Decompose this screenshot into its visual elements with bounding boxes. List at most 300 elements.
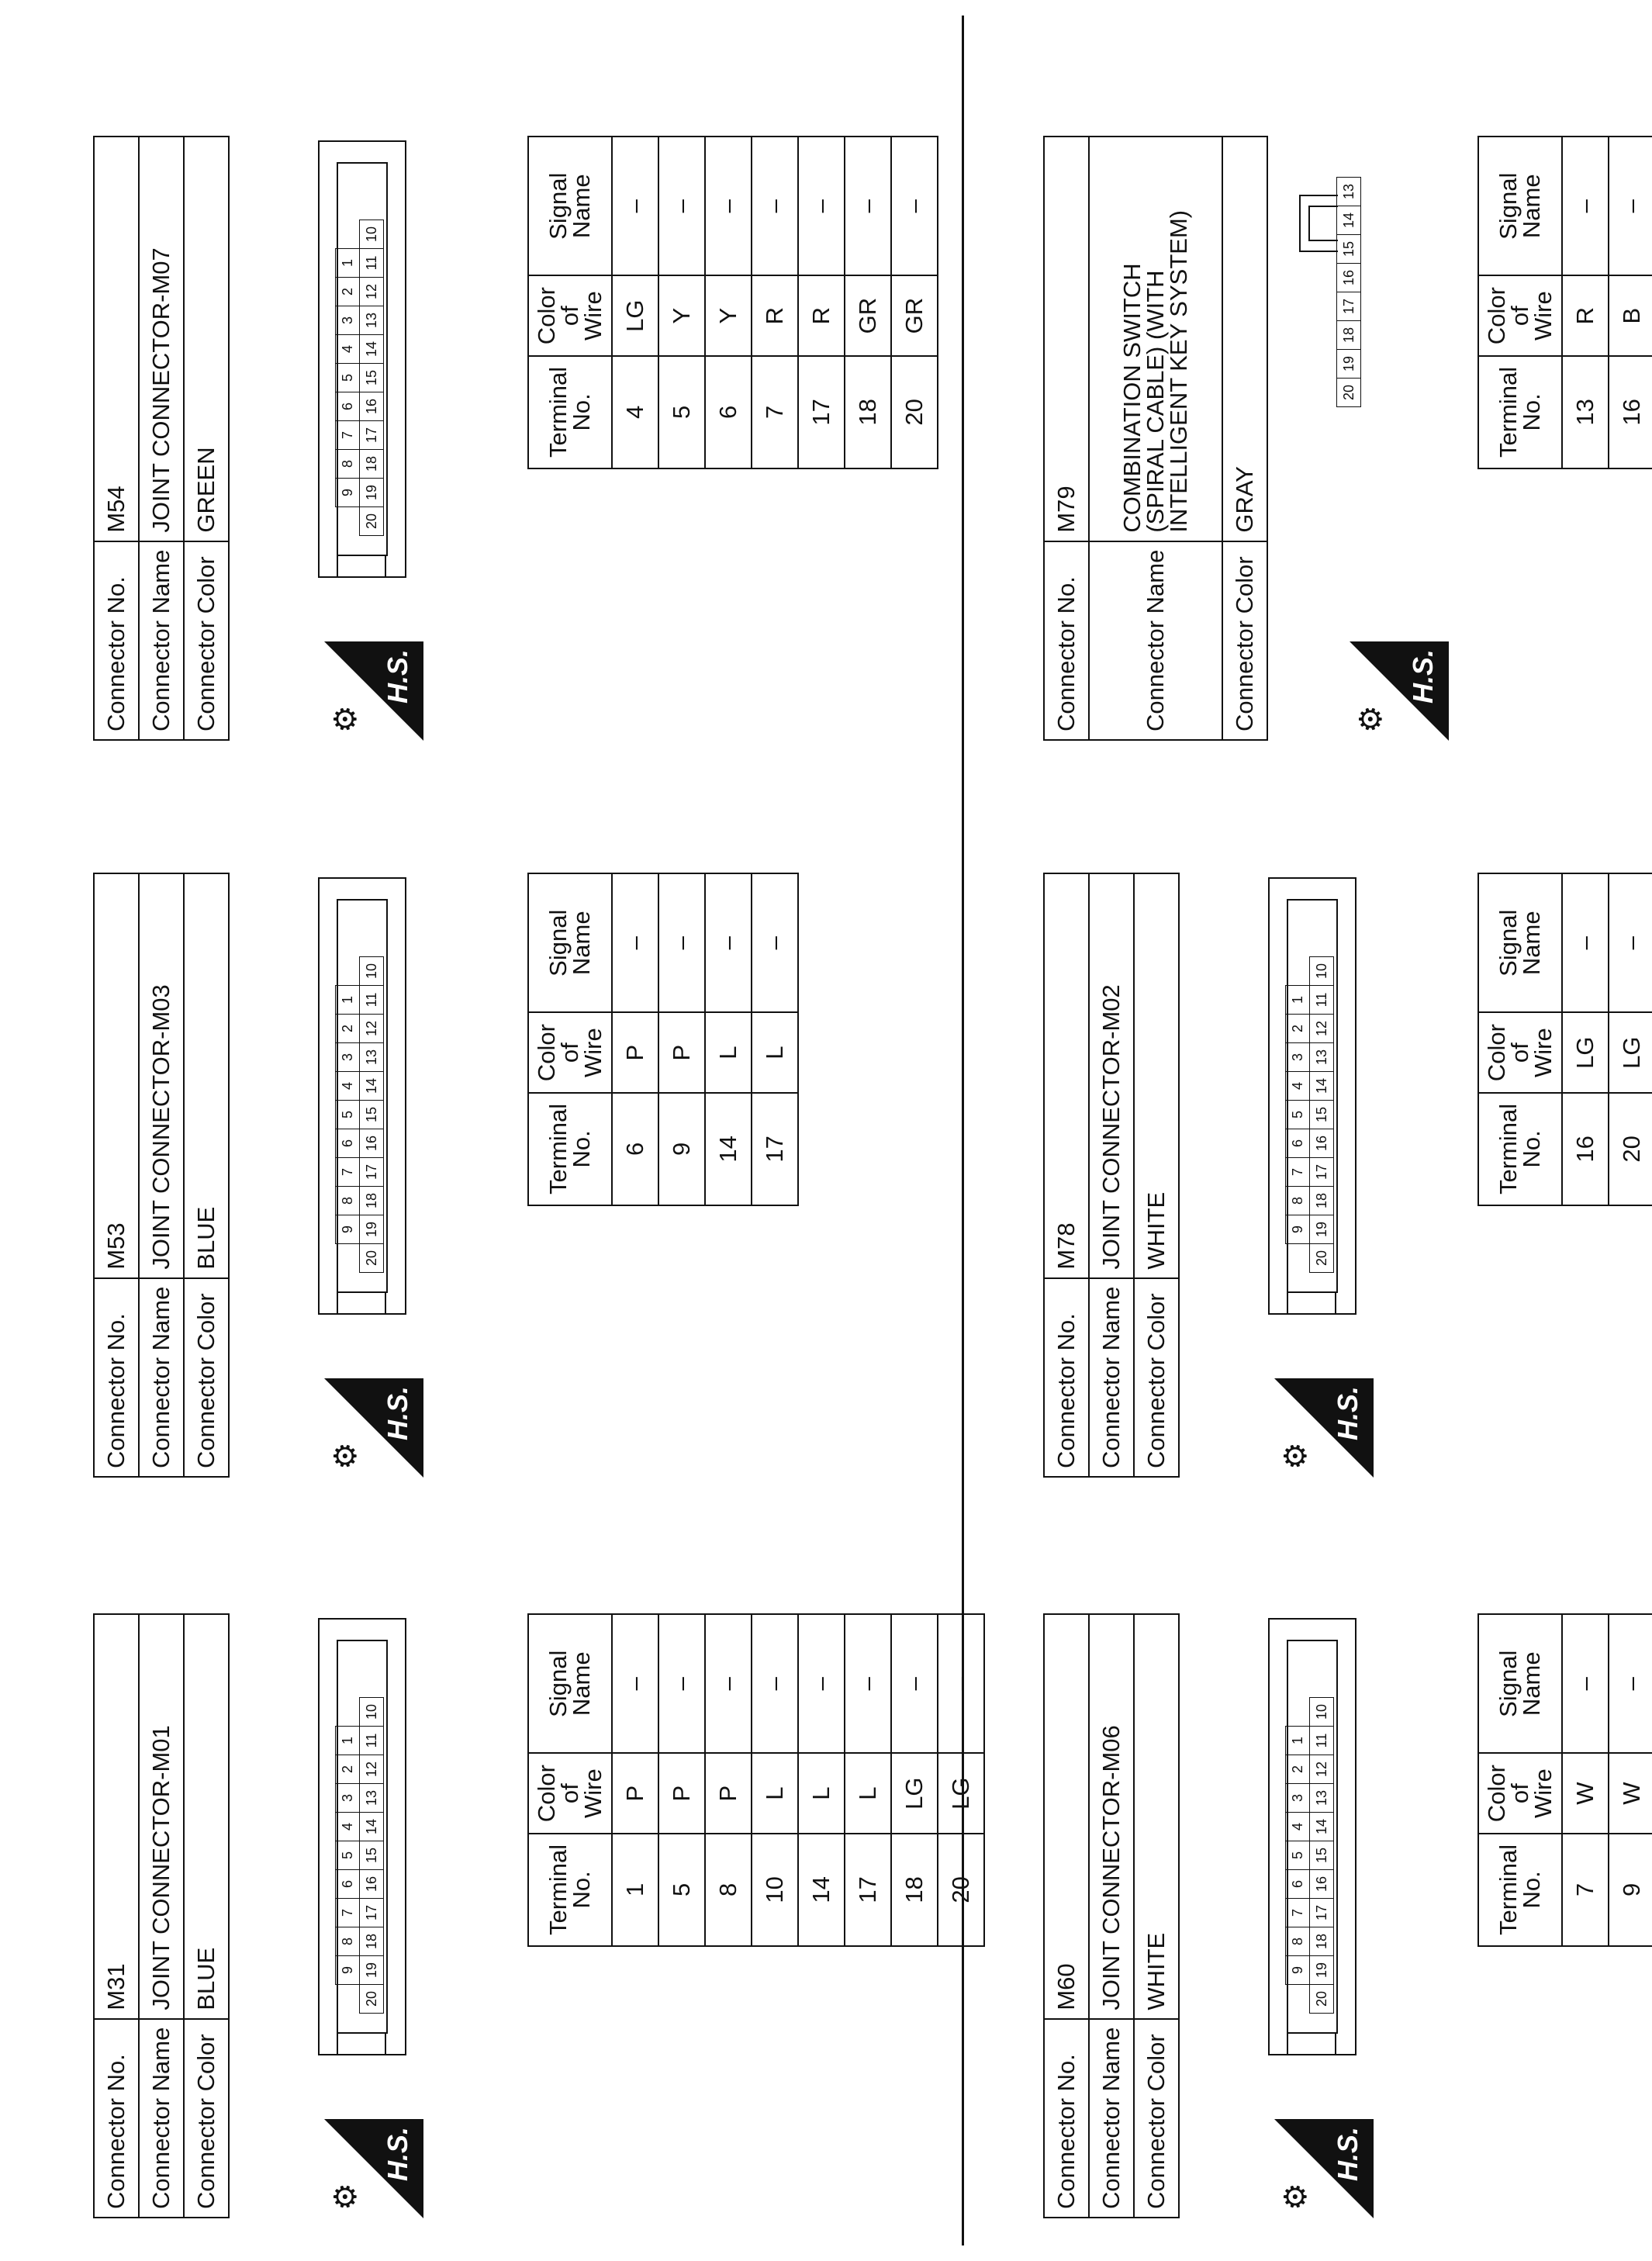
signal-name-header: Signal Name — [528, 1614, 612, 1753]
connector-glyph-icon: ⚙ — [329, 1442, 363, 1470]
wire-color-cell: P — [612, 1753, 658, 1833]
signal-name-header: Signal Name — [1478, 1614, 1562, 1753]
terminal-no-header: Terminal No. — [1478, 1093, 1562, 1205]
hs-label: H.S. — [1332, 2127, 1363, 2182]
pin-cell: 4 — [336, 1813, 360, 1841]
terminal-no-cell: 9 — [658, 1093, 705, 1205]
signal-name-cell: – — [752, 1614, 798, 1753]
pin-cell: 15 — [1310, 1841, 1334, 1870]
signal-name-cell: – — [752, 137, 798, 275]
connector-glyph-icon: ⚙ — [329, 2183, 363, 2211]
connector-no-label: Connector No. — [94, 1278, 139, 1477]
terminal-table — [1477, 136, 1652, 469]
pin-cell: 9 — [336, 1215, 360, 1244]
pin-cell: 9 — [336, 1956, 360, 1985]
pin-cell: 13 — [1310, 1784, 1334, 1813]
table-row — [1609, 1614, 1652, 1946]
connector-face-diagram — [318, 1618, 406, 2055]
harness-side-icon — [1274, 1378, 1374, 1478]
pin-cell: 7 — [336, 1158, 360, 1187]
connector-no-value: M79 — [1044, 137, 1089, 541]
connector-info-table — [93, 873, 230, 1478]
signal-name-header: Signal Name — [528, 137, 612, 275]
harness-side-icon — [324, 641, 423, 741]
connector-block-m53 — [93, 873, 791, 1478]
connector-block-m31 — [93, 1613, 974, 2218]
wire-color-header: Color of Wire — [1478, 1753, 1562, 1833]
connector-color-label: Connector Color — [1222, 541, 1267, 740]
pin-cell: 15 — [1310, 1101, 1334, 1129]
connector-name-value: JOINT CONNECTOR-M03 — [139, 873, 184, 1278]
pin-cell: 7 — [1286, 1158, 1310, 1187]
pin-cell: 11 — [360, 986, 384, 1015]
connector-info-table — [93, 136, 230, 741]
pin-cell: 19 — [1337, 350, 1361, 379]
connector-block-m60 — [1043, 1613, 1652, 2218]
wire-color-cell: L — [705, 1012, 752, 1092]
pin-grid — [335, 956, 384, 1273]
pin-cell: 17 — [360, 1158, 384, 1187]
signal-name-cell: – — [798, 137, 845, 275]
signal-name-header: Signal Name — [1478, 873, 1562, 1012]
connector-glyph-icon: ⚙ — [1279, 1442, 1313, 1470]
table-row — [1562, 1614, 1609, 1946]
signal-name-cell: – — [798, 1614, 845, 1753]
pin-cell: 20 — [360, 1244, 384, 1273]
table-row — [1609, 137, 1652, 468]
connector-no-value: M53 — [94, 873, 139, 1278]
pin-cell: 1 — [336, 249, 360, 278]
pin-cell: 16 — [360, 1129, 384, 1158]
connector-info-table — [1043, 136, 1268, 741]
terminal-no-cell: 5 — [658, 1834, 705, 1946]
terminal-no-cell: 20 — [938, 1834, 984, 1946]
connector-glyph-icon: ⚙ — [1354, 705, 1388, 733]
pin-cell: 20 — [1310, 1244, 1334, 1273]
connector-color-value: WHITE — [1134, 873, 1179, 1278]
pin-cell: 3 — [336, 1043, 360, 1072]
connector-name-label: Connector Name — [139, 2019, 184, 2218]
pin-cell: 13 — [1337, 178, 1361, 206]
pin-cell: 14 — [1310, 1813, 1334, 1841]
connector-color-value: GREEN — [184, 137, 229, 541]
wire-color-cell: W — [1562, 1753, 1609, 1833]
signal-name-header: Signal Name — [1478, 137, 1562, 275]
signal-name-cell: – — [705, 137, 752, 275]
wire-color-cell: LG — [1609, 1012, 1652, 1092]
terminal-no-cell: 16 — [1562, 1093, 1609, 1205]
table-row — [705, 137, 752, 468]
pin-cell: 19 — [1310, 1956, 1334, 1985]
connector-face-diagram — [1268, 877, 1357, 1315]
pin-cell: 17 — [360, 421, 384, 450]
signal-name-cell: – — [612, 1614, 658, 1753]
wire-color-cell: P — [612, 1012, 658, 1092]
pin-cell: 3 — [1286, 1784, 1310, 1813]
pin-cell: 18 — [360, 1187, 384, 1215]
pin-cell: 19 — [360, 1956, 384, 1985]
wire-color-cell: B — [1609, 275, 1652, 355]
wire-color-cell: P — [658, 1012, 705, 1092]
terminal-no-cell: 16 — [1609, 356, 1652, 468]
wire-color-cell: LG — [938, 1753, 984, 1833]
pin-cell: 14 — [1337, 206, 1361, 235]
connector-color-label: Connector Color — [184, 541, 229, 740]
pin-cell: 7 — [1286, 1899, 1310, 1927]
wire-color-cell: GR — [845, 275, 891, 355]
terminal-no-cell: 13 — [1562, 356, 1609, 468]
pin-cell: 3 — [336, 306, 360, 335]
pin-cell: 20 — [360, 507, 384, 536]
pin-cell: 5 — [336, 364, 360, 392]
terminal-no-cell: 14 — [705, 1093, 752, 1205]
connector-block-m78 — [1043, 873, 1652, 1478]
table-row — [845, 1614, 891, 1946]
terminal-no-cell: 7 — [1562, 1834, 1609, 1946]
pin-cell: 11 — [360, 1727, 384, 1755]
table-row — [752, 1614, 798, 1946]
terminal-no-cell: 1 — [612, 1834, 658, 1946]
terminal-no-cell: 10 — [752, 1834, 798, 1946]
pin-cell: 13 — [360, 306, 384, 335]
connector-name-value: JOINT CONNECTOR-M07 — [139, 137, 184, 541]
connector-no-label: Connector No. — [1044, 2019, 1089, 2218]
pin-cell: 3 — [336, 1784, 360, 1813]
table-row — [798, 1614, 845, 1946]
terminal-table — [527, 1613, 985, 1947]
wire-color-cell: LG — [612, 275, 658, 355]
pin-grid — [335, 220, 384, 536]
pin-cell: 2 — [1286, 1015, 1310, 1043]
signal-name-cell: – — [658, 1614, 705, 1753]
pin-cell: 15 — [360, 1841, 384, 1870]
wire-color-header: Color of Wire — [1478, 275, 1562, 355]
pin-cell: 18 — [360, 450, 384, 479]
pin-cell: 5 — [336, 1101, 360, 1129]
wire-color-header: Color of Wire — [528, 1753, 612, 1833]
connector-block-m54 — [93, 136, 928, 741]
connector-no-value: M54 — [94, 137, 139, 541]
pin-cell: 15 — [1337, 235, 1361, 264]
connector-face-diagram — [318, 140, 406, 578]
pin-cell: 17 — [1310, 1899, 1334, 1927]
pin-cell: 4 — [1286, 1072, 1310, 1101]
pin-cell: 14 — [360, 1072, 384, 1101]
pin-cell: 18 — [360, 1927, 384, 1956]
terminal-no-cell: 14 — [798, 1834, 845, 1946]
signal-name-cell: – — [1562, 1614, 1609, 1753]
pin-cell: 14 — [1310, 1072, 1334, 1101]
pin-cell: 20 — [1337, 379, 1361, 407]
table-row — [938, 1614, 984, 1946]
signal-name-cell: – — [891, 137, 938, 275]
connector-color-label: Connector Color — [184, 1278, 229, 1477]
wire-color-header: Color of Wire — [1478, 1012, 1562, 1092]
signal-name-cell: – — [938, 1614, 984, 1753]
terminal-no-cell: 20 — [1609, 1093, 1652, 1205]
pin-grid — [1285, 956, 1334, 1273]
pin-cell: 17 — [360, 1899, 384, 1927]
wire-color-cell: L — [798, 1753, 845, 1833]
pin-cell: 16 — [1310, 1129, 1334, 1158]
pin-grid — [1285, 1697, 1334, 2014]
wire-color-cell: Y — [658, 275, 705, 355]
pin-cell: 19 — [360, 479, 384, 507]
signal-name-cell: – — [658, 137, 705, 275]
pin-cell: 6 — [1286, 1129, 1310, 1158]
wire-color-cell: GR — [891, 275, 938, 355]
pin-cell: 13 — [360, 1043, 384, 1072]
pin-cell: 10 — [360, 957, 384, 986]
signal-name-cell: – — [705, 873, 752, 1012]
terminal-no-header: Terminal No. — [528, 356, 612, 468]
table-row — [705, 1614, 752, 1946]
signal-name-cell: – — [891, 1614, 938, 1753]
wire-color-cell: L — [845, 1753, 891, 1833]
wire-color-cell: W — [1609, 1753, 1652, 1833]
connector-color-value: WHITE — [1134, 1614, 1179, 2019]
pin-cell: 1 — [336, 1727, 360, 1755]
pin-grid — [1336, 177, 1361, 407]
connector-no-value: M60 — [1044, 1614, 1089, 2019]
wire-color-cell: LG — [1562, 1012, 1609, 1092]
connector-no-value: M78 — [1044, 873, 1089, 1278]
terminal-no-cell: 17 — [845, 1834, 891, 1946]
pin-cell: 12 — [360, 1015, 384, 1043]
signal-name-cell: – — [1562, 137, 1609, 275]
pin-cell: 9 — [1286, 1215, 1310, 1244]
pin-cell: 18 — [1337, 321, 1361, 350]
terminal-table — [1477, 1613, 1652, 1947]
pin-cell: 16 — [1310, 1870, 1334, 1899]
pin-cell: 13 — [1310, 1043, 1334, 1072]
signal-name-cell: – — [612, 137, 658, 275]
connector-info-table — [93, 1613, 230, 2218]
terminal-no-cell: 7 — [752, 356, 798, 468]
hs-label: H.S. — [382, 649, 413, 704]
table-row — [752, 873, 798, 1205]
pin-cell: 3 — [1286, 1043, 1310, 1072]
pin-cell: 12 — [360, 278, 384, 306]
connector-face-diagram — [1268, 1618, 1357, 2055]
connector-name-value: JOINT CONNECTOR-M02 — [1089, 873, 1134, 1278]
connector-name-line: (SPIRAL CABLE) (WITH — [1142, 270, 1169, 533]
table-row — [612, 873, 658, 1205]
pin-cell: 14 — [360, 1813, 384, 1841]
pin-cell: 4 — [336, 335, 360, 364]
connector-name-label: Connector Name — [1089, 541, 1222, 740]
pin-cell: 1 — [336, 986, 360, 1015]
pin-cell: 6 — [336, 1129, 360, 1158]
signal-name-cell: – — [845, 137, 891, 275]
connector-glyph-icon: ⚙ — [329, 705, 363, 733]
pin-cell: 16 — [1337, 264, 1361, 292]
connector-no-label: Connector No. — [1044, 1278, 1089, 1477]
pin-cell: 5 — [336, 1841, 360, 1870]
table-row — [1562, 137, 1609, 468]
signal-name-cell: – — [1609, 137, 1652, 275]
terminal-table — [527, 136, 938, 469]
wire-color-cell: R — [798, 275, 845, 355]
harness-side-icon — [1350, 641, 1449, 741]
wire-color-header: Color of Wire — [528, 1012, 612, 1092]
pin-cell: 2 — [336, 1755, 360, 1784]
wire-color-cell: Y — [705, 275, 752, 355]
pin-cell: 18 — [1310, 1187, 1334, 1215]
pin-cell: 1 — [1286, 1727, 1310, 1755]
connector-color-label: Connector Color — [1134, 1278, 1179, 1477]
pin-cell: 12 — [1310, 1755, 1334, 1784]
terminal-no-cell: 6 — [705, 356, 752, 468]
pin-cell: 2 — [336, 278, 360, 306]
connector-no-value: M31 — [94, 1614, 139, 2019]
signal-name-cell: – — [1562, 873, 1609, 1012]
pin-grid — [335, 1697, 384, 2014]
connector-name-line: COMBINATION SWITCH — [1118, 263, 1146, 533]
pin-cell: 1 — [1286, 986, 1310, 1015]
connector-name-line: INTELLIGENT KEY SYSTEM) — [1165, 209, 1192, 533]
hs-label: H.S. — [1332, 1386, 1363, 1441]
harness-side-icon — [324, 2119, 423, 2218]
connector-name-value: JOINT CONNECTOR-M06 — [1089, 1614, 1134, 2019]
terminal-no-cell: 8 — [705, 1834, 752, 1946]
connector-face-diagram — [318, 877, 406, 1315]
terminal-no-header: Terminal No. — [528, 1093, 612, 1205]
pin-cell: 8 — [1286, 1927, 1310, 1956]
pin-cell: 18 — [1310, 1927, 1334, 1956]
pin-cell: 2 — [336, 1015, 360, 1043]
wire-color-cell: P — [658, 1753, 705, 1833]
connector-no-label: Connector No. — [94, 2019, 139, 2218]
signal-name-cell: – — [1609, 1614, 1652, 1753]
table-row — [658, 137, 705, 468]
wire-color-cell: L — [752, 1012, 798, 1092]
signal-name-cell: – — [752, 873, 798, 1012]
wire-color-cell: P — [705, 1753, 752, 1833]
terminal-no-cell: 5 — [658, 356, 705, 468]
signal-name-cell: – — [658, 873, 705, 1012]
pin-cell: 11 — [1310, 986, 1334, 1015]
connector-name-value: JOINT CONNECTOR-M01 — [139, 1614, 184, 2019]
terminal-no-cell: 6 — [612, 1093, 658, 1205]
pin-cell: 5 — [1286, 1101, 1310, 1129]
wire-color-header: Color of Wire — [528, 275, 612, 355]
terminal-no-cell: 20 — [891, 356, 938, 468]
pin-cell: 8 — [1286, 1187, 1310, 1215]
pin-cell: 8 — [336, 1927, 360, 1956]
pin-cell: 7 — [336, 1899, 360, 1927]
pin-cell: 6 — [336, 1870, 360, 1899]
pin-cell: 13 — [360, 1784, 384, 1813]
connector-name-value — [1089, 137, 1222, 541]
pin-cell: 10 — [360, 1698, 384, 1727]
harness-side-icon — [324, 1378, 423, 1478]
connector-color-label: Connector Color — [184, 2019, 229, 2218]
wire-color-cell: R — [752, 275, 798, 355]
pin-cell: 15 — [360, 1101, 384, 1129]
terminal-no-cell: 9 — [1609, 1834, 1652, 1946]
table-row — [612, 1614, 658, 1946]
terminal-table — [1477, 873, 1652, 1206]
pin-cell: 9 — [1286, 1956, 1310, 1985]
pin-cell: 12 — [360, 1755, 384, 1784]
table-row — [612, 137, 658, 468]
pin-cell: 16 — [360, 1870, 384, 1899]
terminal-no-cell: 17 — [798, 356, 845, 468]
signal-name-header: Signal Name — [528, 873, 612, 1012]
pin-cell: 7 — [336, 421, 360, 450]
signal-name-cell: – — [1609, 873, 1652, 1012]
pin-cell: 19 — [1310, 1215, 1334, 1244]
terminal-no-header: Terminal No. — [528, 1834, 612, 1946]
pin-cell: 6 — [336, 392, 360, 421]
connector-face-diagram — [1299, 66, 1384, 407]
table-row — [891, 1614, 938, 1946]
wire-color-cell: L — [752, 1753, 798, 1833]
signal-name-cell: – — [612, 873, 658, 1012]
connector-no-label: Connector No. — [94, 541, 139, 740]
harness-side-icon — [1274, 2119, 1374, 2218]
connector-name-label: Connector Name — [139, 541, 184, 740]
terminal-no-cell: 4 — [612, 356, 658, 468]
pin-cell: 20 — [360, 1985, 384, 2014]
connector-color-label: Connector Color — [1134, 2019, 1179, 2218]
pin-cell: 9 — [336, 479, 360, 507]
terminal-no-header: Terminal No. — [1478, 356, 1562, 468]
table-row — [658, 1614, 705, 1946]
pin-cell: 20 — [1310, 1985, 1334, 2014]
connector-info-table — [1043, 1613, 1180, 2218]
pin-cell: 10 — [360, 220, 384, 249]
table-row — [1562, 873, 1609, 1205]
connector-no-label: Connector No. — [1044, 541, 1089, 740]
connector-name-label: Connector Name — [139, 1278, 184, 1477]
table-row — [798, 137, 845, 468]
pin-cell: 16 — [360, 392, 384, 421]
pin-cell: 14 — [360, 335, 384, 364]
signal-name-cell: – — [705, 1614, 752, 1753]
connector-glyph-icon: ⚙ — [1279, 2183, 1313, 2211]
pin-cell: 11 — [1310, 1727, 1334, 1755]
connector-block-m79 — [1043, 136, 1652, 741]
connector-color-value: BLUE — [184, 1614, 229, 2019]
connector-name-label: Connector Name — [1089, 1278, 1134, 1477]
pin-cell: 10 — [1310, 957, 1334, 986]
connector-info-table — [1043, 873, 1180, 1478]
terminal-no-cell: 18 — [891, 1834, 938, 1946]
table-row — [658, 873, 705, 1205]
pin-cell: 17 — [1310, 1158, 1334, 1187]
terminal-no-cell: 18 — [845, 356, 891, 468]
table-row — [705, 873, 752, 1205]
pin-cell: 11 — [360, 249, 384, 278]
pin-cell: 10 — [1310, 1698, 1334, 1727]
pin-cell: 4 — [1286, 1813, 1310, 1841]
pin-cell: 4 — [336, 1072, 360, 1101]
terminal-table — [527, 873, 799, 1206]
terminal-no-header: Terminal No. — [1478, 1834, 1562, 1946]
pin-cell: 5 — [1286, 1841, 1310, 1870]
connector-name-label: Connector Name — [1089, 2019, 1134, 2218]
pin-cell: 19 — [360, 1215, 384, 1244]
table-row — [1609, 873, 1652, 1205]
connector-color-value: BLUE — [184, 873, 229, 1278]
hs-label: H.S. — [382, 2127, 413, 2182]
table-row — [845, 137, 891, 468]
pin-cell: 8 — [336, 1187, 360, 1215]
wire-color-cell: LG — [891, 1753, 938, 1833]
wire-color-cell: R — [1562, 275, 1609, 355]
